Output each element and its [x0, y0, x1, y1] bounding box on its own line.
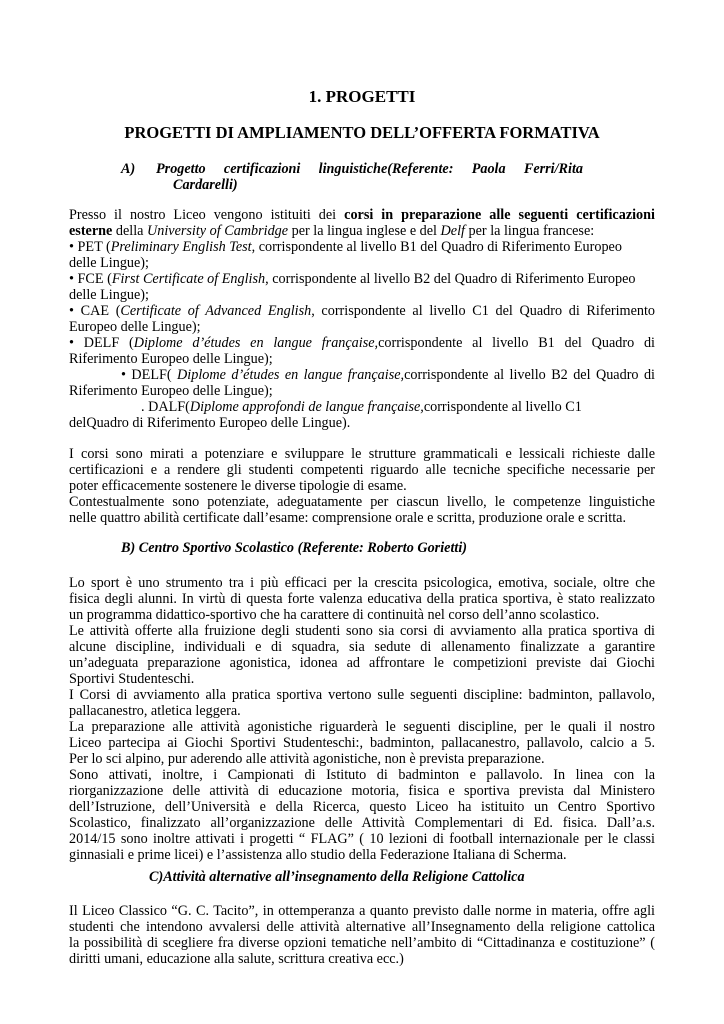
- paragraph-line: riorganizzazione delle attività di educazione motoria, fisica e sportiva prevista dal Ministero: [69, 783, 655, 799]
- list-item-delf-b1-cont: Riferimento Europeo delle Lingue);: [69, 351, 273, 367]
- paragraph-line: pallacanestro, atletica leggera.: [69, 703, 241, 719]
- paragraph-line: Sportivi Studenteschi.: [69, 671, 195, 687]
- paragraph-line: un programma didattico-sportivo che ha carattere di continuità nel corso dell’anno scolastico.: [69, 607, 600, 623]
- text-run: • FCE (: [69, 271, 112, 287]
- paragraph-line: studenti che intendono avvalersi delle attività alternative all’Insegnamento della religione cattolica: [69, 919, 655, 935]
- paragraph-line: I corsi sono mirati a potenziare e sviluppare le strutture grammaticali e lessicali richieste dalle: [69, 446, 655, 462]
- section-c-heading: C)Attività alternative all’insegnamento della Religione Cattolica: [149, 869, 525, 885]
- paragraph-line: dell’Istruzione, dell’Università e della Ricerca, questo Liceo ha istituito un Centro Sportivo: [69, 799, 655, 815]
- text-run-italic: Preliminary English Test: [110, 239, 252, 255]
- list-item-pet-cont: delle Lingue);: [69, 255, 149, 271]
- text-run-italic: First Certificate of English: [111, 271, 266, 287]
- paragraph-line: Per lo sci alpino, pur aderendo alle attività agonistiche, non è prevista preparazione.: [69, 751, 545, 767]
- text-run: , corrispondente al livello B2 del Quadro di Riferimento Europeo: [265, 271, 636, 287]
- paragraph-line: Scolastico, finalizzato all’organizzazione delle Attività Complementari di Ed. fisica. Dall’a.s.: [69, 815, 655, 831]
- paragraph-line: 2014/15 sono inoltre attivati i progetti “ FLAG” ( 10 lezioni di football internazionale per le classi: [69, 831, 655, 847]
- paragraph-line: nelle quattro abilità certificate dall’esame: comprensione orale e scritta, produzione orale e scritta.: [69, 510, 626, 526]
- text-run: per la lingua inglese e del: [288, 223, 441, 239]
- paragraph-line: diritti umani, educazione alla salute, scrittura creativa ecc.): [69, 951, 404, 967]
- paragraph-line: la possibilità di scegliere fra diverse opzioni tematiche nell’ambito di “Cittadinanza e costituzione” (: [69, 935, 655, 951]
- text-run-bold: esterne: [69, 223, 113, 239]
- list-item-cae: [69, 303, 655, 319]
- list-item-delf-b2-cont: Riferimento Europeo delle Lingue);: [69, 383, 273, 399]
- paragraph-line: La preparazione alle attività agonistiche riguarderà le seguenti discipline, per le quali il nostro: [69, 719, 655, 735]
- section-a-letter: A): [121, 161, 136, 177]
- paragraph-line: Liceo partecipa ai Giochi Sportivi Studenteschi:, badminton, pallacanestro, pallavolo, calcio a 5.: [69, 735, 655, 751]
- section-a-intro-line1: [69, 207, 655, 223]
- list-item-delf-b1: [69, 335, 655, 351]
- text-run: per la lingua francese:: [464, 223, 595, 239]
- paragraph-line: Il Liceo Classico “G. C. Tacito”, in ottemperanza a quanto previsto dalle norme in materia, offre agli: [69, 903, 655, 919]
- list-item-dalf-cont: delQuadro di Riferimento Europeo delle Lingue).: [69, 415, 351, 431]
- text-run: Presso il nostro Liceo vengono istituiti dei: [69, 207, 345, 223]
- text-run-italic: Diplome approfondi de langue française,: [189, 399, 424, 415]
- text-run-italic: Certificate of Advanced English: [120, 303, 312, 319]
- paragraph-line: certificazioni e a rendere gli studenti competenti riguardo alle tecniche specifiche necessarie per: [69, 462, 655, 478]
- paragraph-line: ginnasiali e prime licei) e l’assistenza allo studio della Federazione Italiana di Scherma.: [69, 847, 567, 863]
- text-run: corrispondente al livello B2 del Quadro di: [404, 367, 655, 383]
- section-b-heading: B) Centro Sportivo Scolastico (Referente: Roberto Gorietti): [121, 540, 467, 556]
- paragraph-line: Sono attivati, inoltre, i Campionati di Istituto di badminton e pallavolo. In linea con la: [69, 767, 655, 783]
- section-a-heading-line2: Cardarelli): [173, 177, 238, 193]
- paragraph-line: Le attività offerte alla fruizione degli studenti sono sia corsi di avviamento alla pratica sportiva di: [69, 623, 655, 639]
- text-run: • DELF(: [121, 367, 178, 383]
- paragraph-line: Lo sport è uno strumento tra i più efficaci per la crescita psicologica, emotiva, sociale, oltre che: [69, 575, 655, 591]
- paragraph-line: poter efficacemente sostenere le diverse tipologie di esame.: [69, 478, 407, 494]
- list-item-dalf: [141, 399, 582, 415]
- paragraph-line: I Corsi di avviamento alla pratica sportiva vertono sulle seguenti discipline: badminton, pallavolo,: [69, 687, 655, 703]
- paragraph-line: alcune discipline, individuali e di squadra, sia sedute di allenamento finalizzate a garantire: [69, 639, 655, 655]
- section-a-heading-line1: Progetto certificazioni linguistiche(Referente: Paola Ferri/Rita: [156, 161, 583, 177]
- section-title: 1. PROGETTI: [308, 87, 416, 106]
- text-run-italic: Delf: [440, 223, 465, 239]
- page-subtitle: PROGETTI DI AMPLIAMENTO DELL’OFFERTA FORMATIVA: [124, 123, 600, 142]
- list-item-cae-cont: Europeo delle Lingue);: [69, 319, 201, 335]
- text-run: , corrispondente al livello B1 del Quadro di Riferimento Europeo: [251, 239, 622, 255]
- list-item-fce-cont: delle Lingue);: [69, 287, 149, 303]
- list-item-fce: [69, 271, 635, 287]
- paragraph-line: Contestualmente sono potenziate, adeguatamente per ciascun livello, le competenze linguistiche: [69, 494, 655, 510]
- list-item-delf-b2: [121, 367, 655, 383]
- list-item-pet: [69, 239, 622, 255]
- text-run: • DELF (: [69, 335, 134, 351]
- paragraph-line: un’adeguata preparazione agonistica, idonea ad affrontare le competizioni previste dai Giochi: [69, 655, 655, 671]
- text-run: , corrispondente al livello C1 del Quadro di Riferimento: [311, 303, 655, 319]
- text-run-italic: Diplome d’études en langue française,: [133, 335, 379, 351]
- text-run-italic: University of Cambridge: [147, 223, 289, 239]
- paragraph-line: fisica degli alunni. In virtù di questa forte valenza educativa della pratica sportiva, è stato realizzato: [69, 591, 655, 607]
- text-run: della: [112, 223, 147, 239]
- text-run: . DALF(: [141, 399, 190, 415]
- text-run-bold: corsi in preparazione alle seguenti certificazioni: [344, 207, 655, 223]
- section-a-intro-line2: [69, 223, 594, 239]
- text-run: • CAE (: [69, 303, 121, 319]
- text-run: corrispondente al livello B1 del Quadro di: [378, 335, 655, 351]
- text-run: • PET (: [69, 239, 111, 255]
- text-run-italic: Diplome d’études en langue française,: [177, 367, 405, 383]
- text-run: corrispondente al livello C1: [423, 399, 582, 415]
